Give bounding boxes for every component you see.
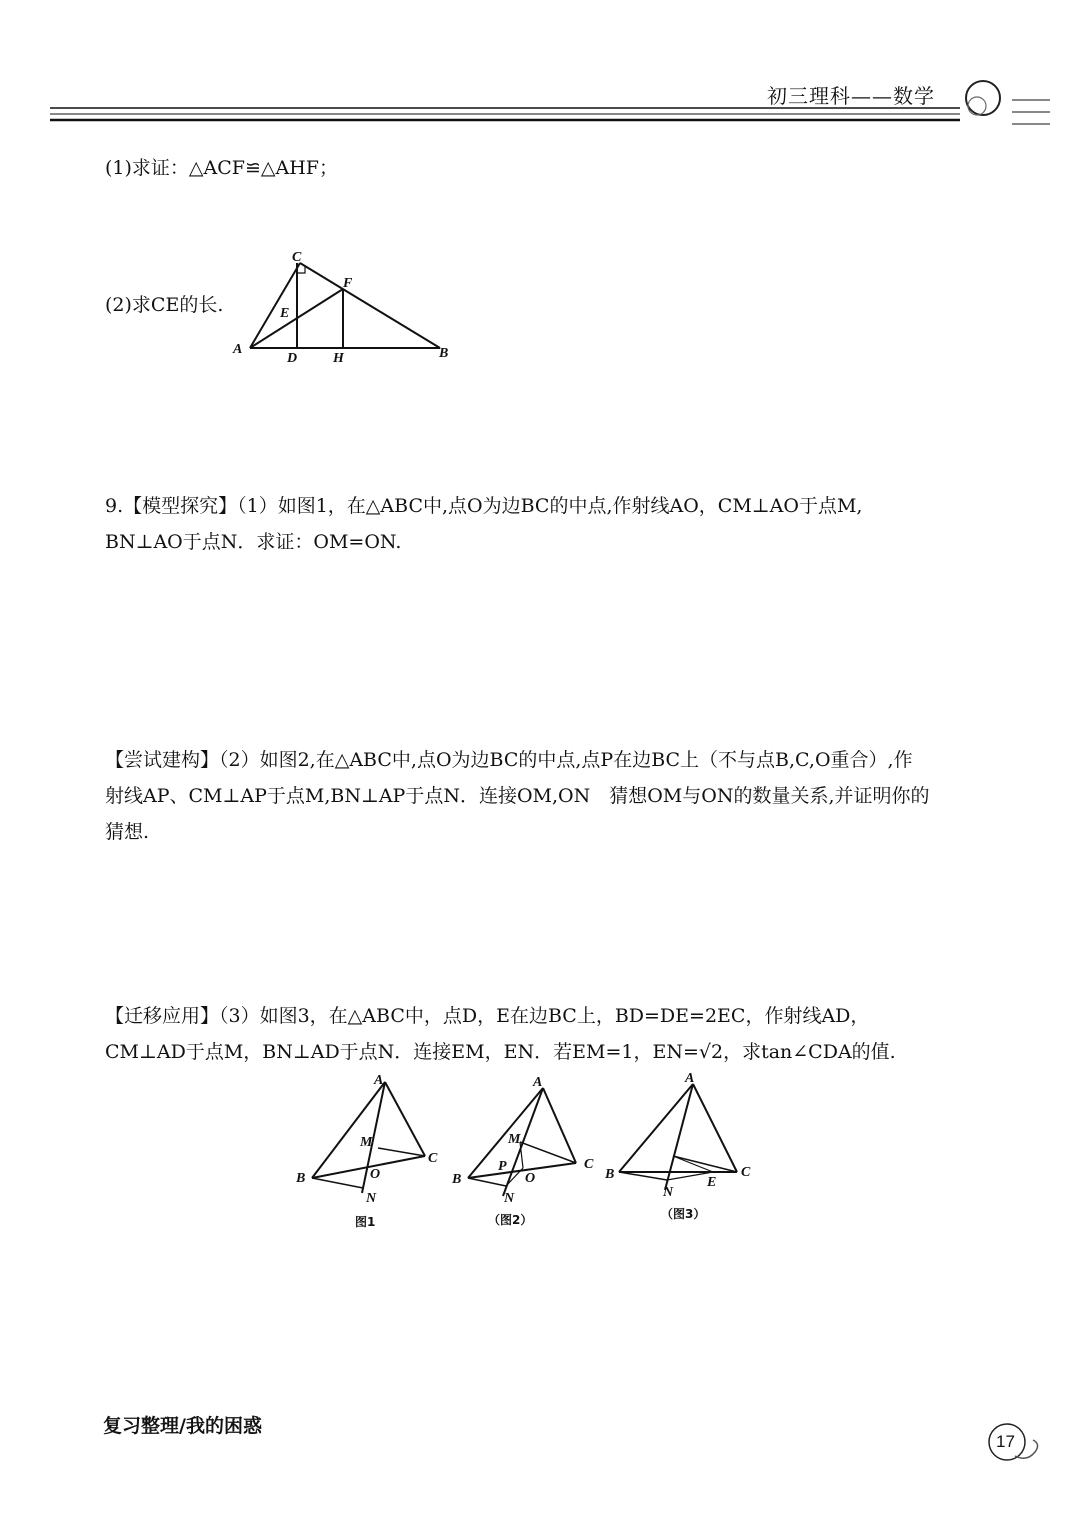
q9-apply-line1: 【迁移应用】（3）如图3，在△ABC中，点D，E在边BC上，BD=DE=2EC，作射线AD，	[105, 1005, 870, 1027]
page-number: 17	[996, 1432, 1015, 1451]
header-rules	[0, 0, 1080, 140]
q9-intro-line1: 9.【模型探究】（1）如图1，在△ABC中,点O为边BC的中点,作射线AO，CM⊥AO于点M,	[105, 495, 863, 517]
q9-apply-line2: CM⊥AD于点M，BN⊥AD于点N．连接EM，EN．若EM=1，EN=√2，求tan∠CDA的值.	[105, 1041, 896, 1063]
fig2-label-c: C	[584, 1157, 594, 1172]
fig3-label-e: E	[707, 1175, 717, 1190]
header-title: 初三理科——数学	[767, 84, 935, 108]
fig2-label-a: A	[533, 1075, 543, 1090]
label-h: H	[333, 351, 344, 366]
q8-part1: (1)求证：△ACF≌△AHF；	[105, 157, 338, 179]
fig2-label-m: M	[508, 1132, 521, 1147]
header-ring-icon	[955, 78, 1015, 123]
fig1-label-o: O	[370, 1167, 381, 1182]
page-number-badge	[985, 1418, 1050, 1478]
fig3-caption: （图3）	[661, 1207, 706, 1221]
page-header	[0, 0, 1080, 140]
figure-3	[605, 1068, 765, 1233]
review-heading: 复习整理/我的困惑	[103, 1415, 262, 1437]
figure-1	[290, 1068, 450, 1233]
label-d: D	[287, 351, 298, 366]
fig3-label-n: N	[663, 1185, 674, 1200]
q9-try-line1: 【尝试建构】（2）如图2,在△ABC中,点O为边BC的中点,点P在边BC上（不与点B,C,O重合）,作	[105, 749, 913, 771]
fig3-label-a: A	[685, 1071, 695, 1086]
q8-triangle-figure	[225, 245, 475, 370]
fig1-caption: 图1	[355, 1215, 376, 1229]
label-b: B	[439, 346, 449, 361]
fig2-label-n: N	[504, 1191, 515, 1206]
fig2-label-o: O	[525, 1171, 536, 1186]
figure-2	[448, 1068, 608, 1233]
label-c: C	[292, 250, 302, 265]
q9-try-line2: 射线AP、CM⊥AP于点M,BN⊥AP于点N．连接OM,ON 猜想OM与ON的数量关系,并证明你的	[105, 785, 930, 807]
fig1-label-a: A	[374, 1073, 384, 1088]
fig1-label-c: C	[428, 1151, 438, 1166]
label-f: F	[343, 276, 353, 291]
fig2-label-p: P	[498, 1159, 507, 1174]
fig1-label-n: N	[366, 1191, 377, 1206]
fig1-label-b: B	[296, 1171, 306, 1186]
fig2-caption: （图2）	[488, 1213, 533, 1227]
q9-intro-line2: BN⊥AO于点N．求证：OM=ON.	[105, 531, 402, 553]
fig2-label-b: B	[452, 1172, 462, 1187]
fig1-label-m: M	[360, 1135, 373, 1150]
q9-try-line3: 猜想.	[105, 821, 150, 843]
label-a: A	[233, 342, 243, 357]
fig3-label-b: B	[605, 1167, 615, 1182]
label-e: E	[280, 306, 290, 321]
q8-part2: (2)求CE的长.	[105, 294, 224, 316]
fig3-label-c: C	[741, 1165, 751, 1180]
